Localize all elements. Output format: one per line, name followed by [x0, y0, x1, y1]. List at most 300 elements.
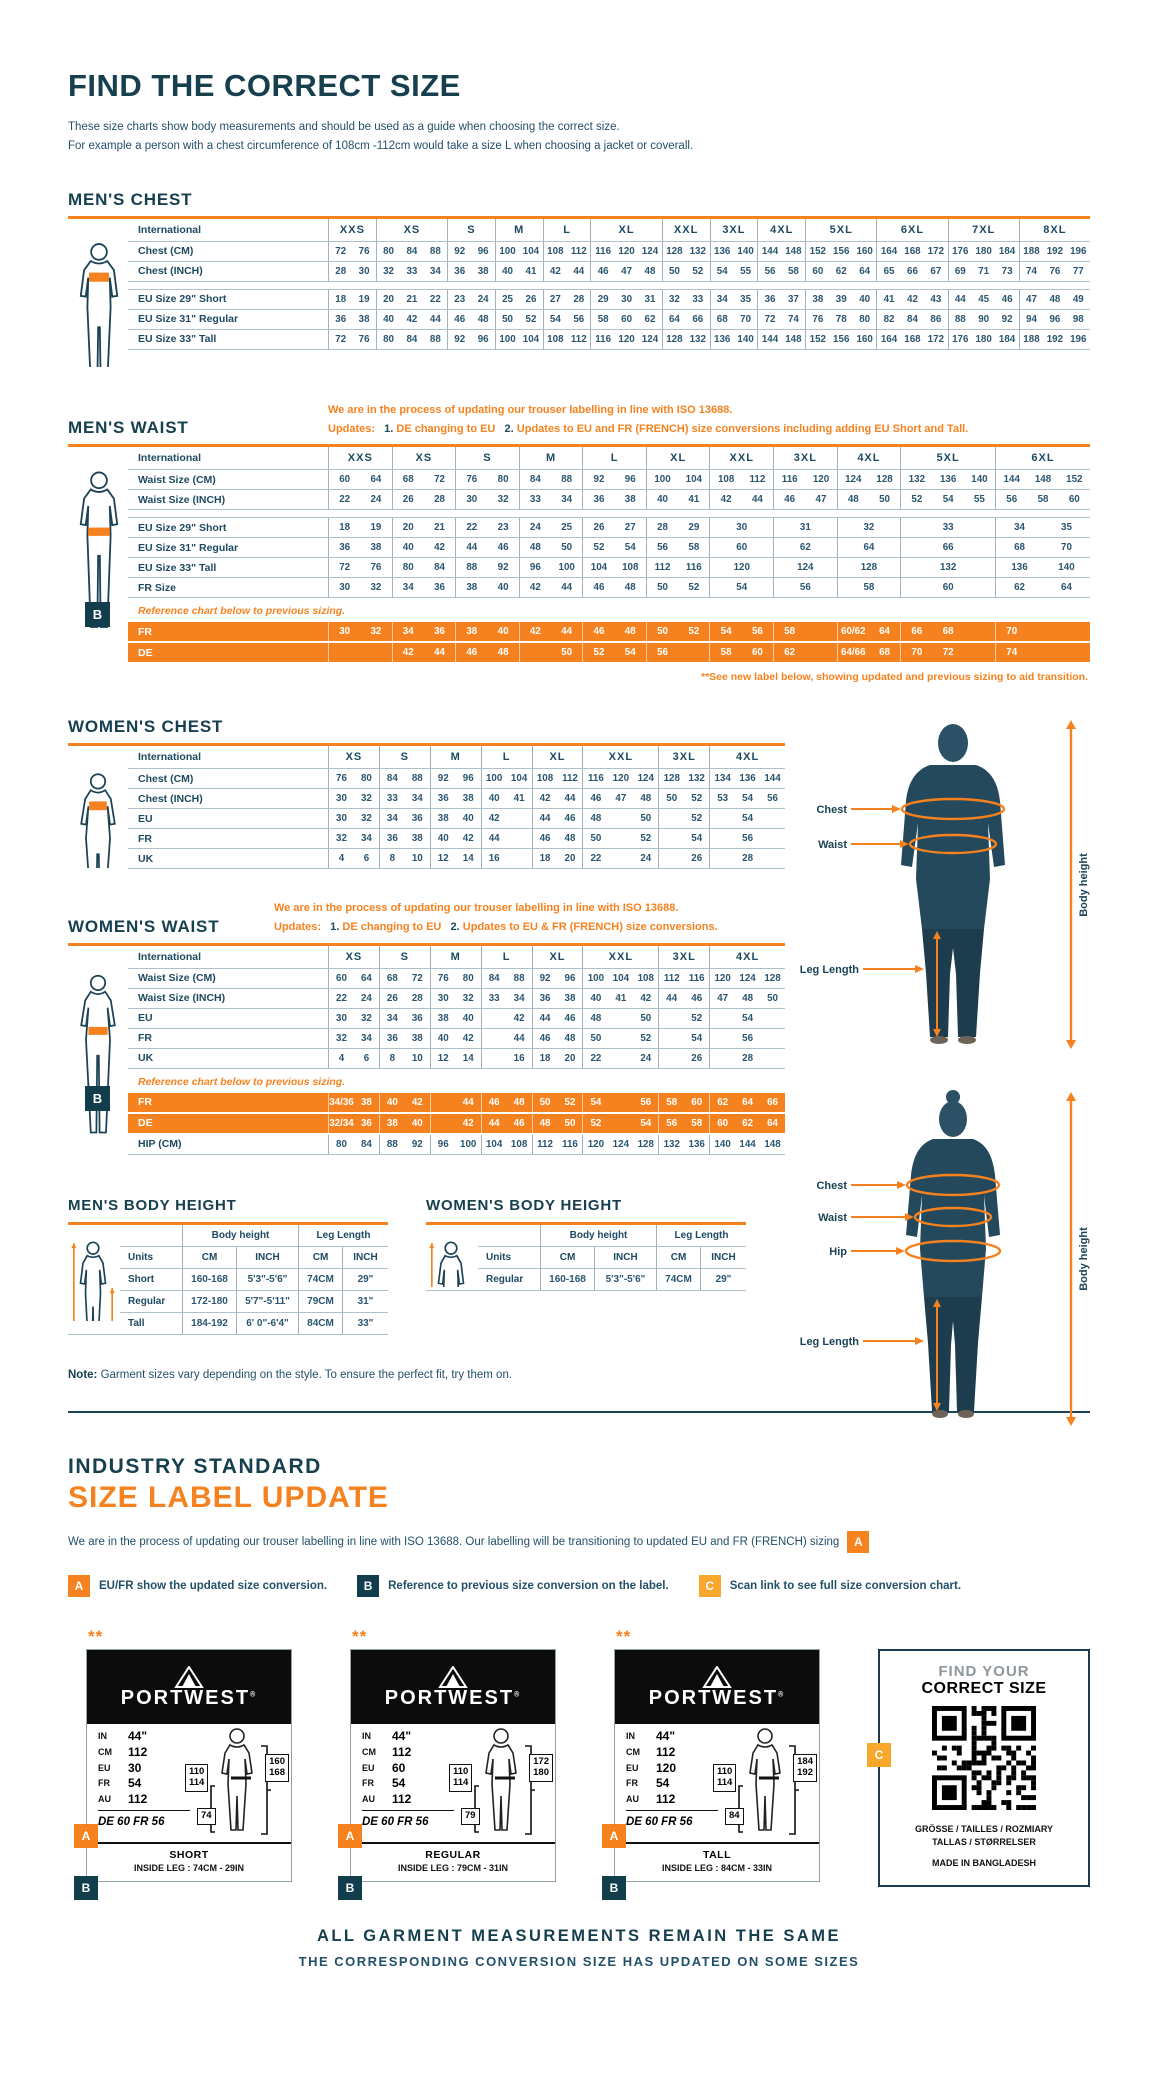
cell-value: 120	[714, 972, 731, 984]
size-column-header	[709, 746, 785, 768]
garment-label-block	[81, 1626, 292, 1895]
cell-value: 132	[689, 245, 706, 257]
womens-waist-header	[68, 899, 785, 936]
table-cell	[532, 1135, 583, 1154]
size-column-header	[837, 447, 901, 469]
table-cell	[478, 1225, 540, 1247]
cell-value: 48	[564, 1032, 576, 1044]
cell-value: 68	[879, 647, 891, 659]
cell-value: 134	[714, 773, 731, 785]
table-cell	[709, 1029, 785, 1048]
table-cell: 31"	[342, 1291, 388, 1313]
table-cell	[532, 1049, 583, 1068]
table-row	[128, 578, 1090, 598]
table-cell	[582, 538, 646, 557]
cell-value: S	[400, 950, 409, 963]
cell-value: 56	[742, 833, 754, 845]
cell-value: 68	[716, 313, 728, 325]
table-cell	[532, 969, 583, 988]
table-cell	[481, 1114, 532, 1133]
cell-value: 120	[733, 562, 750, 574]
cell-value	[659, 855, 684, 863]
cell-value: 56	[666, 1117, 678, 1129]
table-cell	[519, 470, 583, 489]
leg-measure-box: 79	[461, 1808, 480, 1825]
table-cell	[900, 518, 995, 537]
cell-value: 33	[488, 992, 500, 1004]
cell-value: 40	[437, 1032, 449, 1044]
cell-value: 40	[502, 265, 513, 277]
size-spec-rows	[362, 1729, 450, 1807]
table-cell	[519, 578, 583, 597]
label-footer	[87, 1844, 291, 1881]
size-spec-rows	[98, 1729, 186, 1807]
cell-value: 48	[644, 265, 656, 277]
cell-value: 42	[529, 626, 541, 638]
table-cell: 74CM	[298, 1269, 342, 1291]
table-cell	[646, 622, 710, 641]
table-cell	[430, 1135, 481, 1154]
cell-value: 46	[784, 494, 796, 506]
table-row	[128, 1029, 785, 1049]
cell-value: 46	[466, 647, 478, 659]
cell-value	[710, 815, 735, 823]
cell-value: 44	[564, 793, 576, 805]
cell-value: 88	[561, 474, 573, 486]
table-cell	[658, 1009, 709, 1028]
cell-value: 62	[799, 542, 811, 554]
cell-value	[608, 815, 633, 823]
cell-value: 46	[454, 313, 466, 325]
cell-value	[1027, 628, 1058, 636]
cell-value: 64	[370, 474, 382, 486]
cell-value: 140	[737, 333, 754, 345]
table-cell	[658, 1135, 709, 1154]
cell-value: 76	[336, 773, 347, 785]
label-figure-art	[453, 1726, 553, 1838]
cell-value: 88	[386, 1138, 398, 1150]
cell-value	[659, 1014, 684, 1022]
cell-value: 172	[927, 333, 945, 345]
cell-value: 44	[488, 833, 500, 845]
cell-value: 164	[880, 333, 898, 345]
mens-waist-note-line2	[328, 420, 968, 439]
table-cell	[447, 330, 495, 349]
table-cell	[658, 849, 709, 868]
cell-value: 88	[513, 972, 525, 984]
size-column-header	[481, 946, 532, 968]
table-cell	[481, 1029, 532, 1048]
table-cell	[805, 290, 876, 309]
cell-value: 28	[335, 265, 347, 277]
cell-value: 50	[502, 313, 513, 325]
cell-value: 31	[799, 522, 811, 534]
cell-value: 22	[429, 293, 441, 305]
cell-value: 19	[370, 522, 382, 534]
row-label: EU Size 31" Regular	[138, 313, 239, 326]
label-footer	[615, 1844, 819, 1881]
cell-value: 40	[859, 293, 871, 305]
cell-value: 92	[497, 562, 509, 574]
cell-value: 132	[908, 474, 926, 486]
cell-value: 44	[573, 265, 585, 277]
brand-name: PORTWEST®	[648, 1686, 786, 1709]
cell-value: 16	[488, 853, 500, 865]
row-label: EU Size 33" Tall	[138, 561, 217, 574]
cell-value: 41	[513, 793, 525, 805]
cell-value: 55	[740, 265, 752, 277]
cell-value: 74	[1006, 647, 1018, 659]
section-title-womens-body-height: WOMEN'S BODY HEIGHT	[426, 1196, 622, 1214]
table-cell	[773, 643, 837, 662]
cell-value: 40	[462, 813, 474, 825]
table-cell	[709, 1049, 785, 1068]
cell-value: 100	[654, 474, 671, 486]
cell-value: 46	[539, 1032, 551, 1044]
cell-value: 62	[644, 313, 656, 325]
cell-value: 152	[809, 333, 826, 345]
size-column-header	[1019, 219, 1090, 241]
cell-value: 48	[497, 647, 509, 659]
cell-value	[1027, 649, 1058, 657]
cell-value: 52	[593, 542, 605, 554]
cell-value: 47	[1026, 293, 1037, 305]
spec-value: 54	[656, 1776, 670, 1791]
table-row	[128, 1049, 785, 1069]
qr-title-2: CORRECT SIZE	[921, 1679, 1047, 1697]
label-brand-header	[87, 1650, 291, 1724]
table-cell	[582, 1135, 658, 1154]
spec-value: 44"	[128, 1729, 148, 1744]
womens-waist-table	[128, 946, 785, 1161]
table-cell	[837, 643, 901, 662]
cell-value: 56	[1006, 494, 1018, 506]
size-column-header	[392, 447, 456, 469]
reference-note: Reference chart below to previous sizing.	[138, 605, 346, 618]
size-column-header	[876, 219, 947, 241]
spec-row	[98, 1760, 186, 1776]
table-cell	[481, 989, 532, 1008]
cell-value: 36	[437, 793, 449, 805]
person-womens-waist-icon	[68, 946, 128, 1161]
cell-value: 35	[1061, 522, 1072, 534]
cell-value: 50	[640, 1012, 652, 1024]
cell-value: 76	[370, 562, 382, 574]
table-cell	[876, 330, 947, 349]
de-fr-previous-size: DE 60 FR 56	[98, 1815, 165, 1828]
cell-value: 8	[389, 853, 396, 865]
cell-value: 62	[742, 1117, 754, 1129]
cell-value: 30	[358, 265, 370, 277]
size-column-header	[379, 746, 430, 768]
cell-value: 32	[370, 582, 382, 594]
womens-chest-table	[128, 746, 785, 869]
cell-value: 47	[615, 793, 627, 805]
cell-value: 96	[564, 972, 576, 984]
table-cell	[379, 1029, 430, 1048]
size-column-header	[900, 447, 995, 469]
cell-value: 80	[383, 333, 394, 345]
cell-value: 42	[462, 1117, 474, 1129]
cell-value: 124	[637, 773, 654, 785]
garment-label-card	[609, 1649, 820, 1895]
cell-value	[608, 1098, 633, 1106]
cell-value: 40	[437, 833, 449, 845]
table-cell	[646, 643, 710, 662]
cell-value: 52	[564, 1096, 576, 1108]
table-cell	[328, 969, 379, 988]
table-cell	[328, 1093, 379, 1112]
cell-value: 42	[549, 265, 561, 277]
size-column-header	[430, 746, 481, 768]
cell-value: 52	[640, 833, 652, 845]
legend-text-c: Scan link to see full size conversion chart.	[729, 1579, 962, 1592]
table-cell	[646, 518, 710, 537]
cell-value: 44	[539, 813, 551, 825]
spec-value: 112	[128, 1791, 148, 1806]
cell-value: XXS	[347, 452, 373, 465]
update-2-num: 2.	[504, 422, 514, 435]
table-cell	[757, 310, 805, 329]
cell-value: XXL	[729, 452, 754, 465]
portwest-logo-icon	[438, 1666, 468, 1688]
cell-value: 172	[927, 245, 945, 257]
table-cell	[995, 470, 1090, 489]
table-cell	[455, 558, 519, 577]
cell-value: 192	[1046, 333, 1064, 345]
inside-leg-text: INSIDE LEG : 74CM - 29IN	[133, 1862, 245, 1873]
row-label: DE	[138, 1117, 153, 1130]
table-cell	[430, 989, 481, 1008]
spec-value: 54	[128, 1776, 142, 1791]
cell-value: 28	[411, 992, 423, 1004]
table-cell	[900, 470, 995, 489]
table-cell	[481, 809, 532, 828]
cell-value	[710, 855, 735, 863]
cell-value: 116	[685, 562, 702, 574]
cell-value	[710, 1034, 735, 1042]
table-cell: Regular	[486, 1273, 524, 1285]
table-cell: 29"	[700, 1269, 746, 1290]
cell-value: XXS	[339, 223, 365, 236]
cell-value: 124	[641, 245, 659, 257]
legend-item-b	[357, 1575, 669, 1597]
table-footnote: **See new label below, showing updated and previous sizing to aid transition.	[701, 671, 1088, 684]
table-row	[128, 290, 1090, 310]
cell-value: 48	[847, 494, 859, 506]
cell-value: 12	[437, 853, 449, 865]
cell-value: 32	[360, 1012, 372, 1024]
table-gap	[128, 510, 1090, 518]
table-row	[128, 1114, 785, 1135]
row-label: International	[138, 223, 202, 236]
cell-value: 44	[539, 1012, 551, 1024]
badge-a: A	[847, 1531, 869, 1553]
leg-measure-box: 74	[197, 1808, 216, 1825]
table-cell	[392, 470, 456, 489]
table-cell	[709, 789, 785, 808]
cell-value: 46	[593, 626, 605, 638]
cell-value: 64/66	[841, 647, 866, 659]
cell-value: 38	[564, 992, 576, 1004]
size-column-header	[773, 447, 837, 469]
cell-value: 192	[1046, 245, 1064, 257]
cell-value: 50	[767, 992, 778, 1004]
male-leg-length-label: Leg Length	[799, 964, 859, 977]
cell-value: 48	[1049, 293, 1061, 305]
cell-value: 128	[876, 474, 893, 486]
cell-value: 60	[691, 1096, 703, 1108]
cell-value: 54	[742, 813, 754, 825]
table-cell: 79CM	[298, 1291, 342, 1313]
table-cell	[900, 578, 995, 597]
label-cards-row	[81, 1626, 1090, 1895]
cell-value: 38	[812, 293, 824, 305]
table-cell	[710, 310, 758, 329]
table-row	[128, 1093, 785, 1114]
spec-value: 44"	[392, 1729, 412, 1744]
table-cell	[658, 789, 709, 808]
table-row	[128, 789, 785, 809]
cell-value	[710, 1054, 735, 1062]
fit-name: REGULAR	[425, 1848, 481, 1861]
cell-value: 40	[657, 494, 668, 506]
table-cell	[447, 262, 495, 281]
cell-value	[1059, 628, 1090, 636]
table-cell	[757, 290, 805, 309]
cell-value: 156	[833, 333, 850, 345]
cell-value: 21	[406, 293, 418, 305]
table-cell	[495, 310, 543, 329]
table-cell	[837, 578, 901, 597]
table-cell	[543, 262, 591, 281]
garment-note	[68, 1369, 785, 1381]
spec-label: FR	[626, 1778, 638, 1789]
cell-value: 50	[561, 647, 573, 659]
cell-value: 6XL	[1031, 452, 1055, 465]
cell-value: 34	[360, 833, 372, 845]
label-update-note	[68, 1531, 1090, 1553]
cell-value: 112	[749, 474, 766, 486]
cell-value: 34	[429, 265, 441, 277]
cell-value: 24	[477, 293, 489, 305]
cell-value: 56	[767, 793, 778, 805]
waist-measure-box	[449, 1764, 472, 1792]
cell-value: 60	[717, 1117, 729, 1129]
size-column-header	[376, 219, 447, 241]
cell-value: 45	[978, 293, 990, 305]
cell-value: 42	[720, 494, 732, 506]
cell-value: 96	[462, 773, 474, 785]
cell-value: S	[400, 751, 409, 764]
cell-value	[760, 1014, 785, 1022]
cell-value: 88	[466, 562, 478, 574]
fit-name: TALL	[702, 1848, 732, 1861]
table-cell	[392, 578, 456, 597]
cell-value: 32	[497, 494, 509, 506]
table-cell	[379, 1049, 430, 1068]
cell-value: 108	[536, 773, 554, 785]
cell-value: 132	[688, 773, 705, 785]
spec-row	[362, 1760, 450, 1776]
cell-value: 92	[411, 1138, 423, 1150]
table-cell	[532, 849, 583, 868]
cell-value: 140	[1058, 562, 1075, 574]
table-cell	[379, 989, 430, 1008]
table-cell	[709, 538, 773, 557]
cell-value: 42	[513, 1012, 525, 1024]
cell-value: 50	[666, 793, 678, 805]
table-cell	[430, 849, 481, 868]
table-cell	[519, 518, 583, 537]
table-cell	[709, 769, 785, 788]
cell-value: 64	[879, 626, 891, 638]
cell-value: 196	[1070, 245, 1087, 257]
table-cell: Leg Length	[298, 1225, 388, 1247]
label-brand-header	[351, 1650, 555, 1724]
table-cell	[519, 538, 583, 557]
cell-value: 30	[437, 992, 449, 1004]
cell-value: 132	[689, 333, 706, 345]
table-cell: 160-168	[182, 1269, 236, 1291]
brand-name: PORTWEST®	[384, 1686, 522, 1709]
cell-value: 50	[668, 265, 680, 277]
cell-value: 42	[434, 542, 445, 554]
spec-value: 30	[128, 1760, 142, 1775]
row-label: FR Size	[138, 581, 176, 594]
table-cell: CM	[298, 1247, 342, 1269]
table-cell	[995, 643, 1090, 662]
cell-value: 168	[904, 333, 921, 345]
cell-value: 52	[590, 1117, 602, 1129]
cell-value	[608, 855, 633, 863]
female-leg-length-label: Leg Length	[799, 1336, 859, 1349]
table-cell	[328, 1049, 379, 1068]
table-row	[128, 829, 785, 849]
cell-value: 58	[688, 542, 700, 554]
size-column-header	[328, 746, 379, 768]
size-column-header	[757, 219, 805, 241]
cell-value: 64	[360, 972, 372, 984]
row-label: FR	[138, 832, 152, 845]
cell-value: 92	[454, 245, 466, 257]
table-cell	[995, 622, 1090, 641]
table-cell	[328, 262, 376, 281]
spec-row	[362, 1744, 450, 1760]
cell-value: 74	[787, 313, 799, 325]
table-cell	[543, 310, 591, 329]
cell-value: 60	[942, 582, 954, 594]
table-cell	[376, 310, 447, 329]
cell-value: 128	[666, 333, 683, 345]
cell-value: 38	[466, 582, 478, 594]
cell-value	[329, 649, 360, 657]
cell-value: 28	[657, 522, 668, 534]
cell-value: M	[545, 452, 557, 465]
cell-value: 80	[402, 562, 414, 574]
garment-label-card	[345, 1649, 556, 1895]
cell-value: 128	[860, 562, 878, 574]
garment-label-block	[345, 1626, 556, 1895]
cell-value: 27	[624, 522, 636, 534]
cell-value: 70	[1061, 542, 1072, 554]
cell-value: L	[502, 950, 511, 963]
table-cell	[519, 558, 583, 577]
table-cell	[430, 789, 481, 808]
body-height-row	[68, 1197, 785, 1335]
table-cell	[481, 829, 532, 848]
size-column-header	[582, 447, 646, 469]
